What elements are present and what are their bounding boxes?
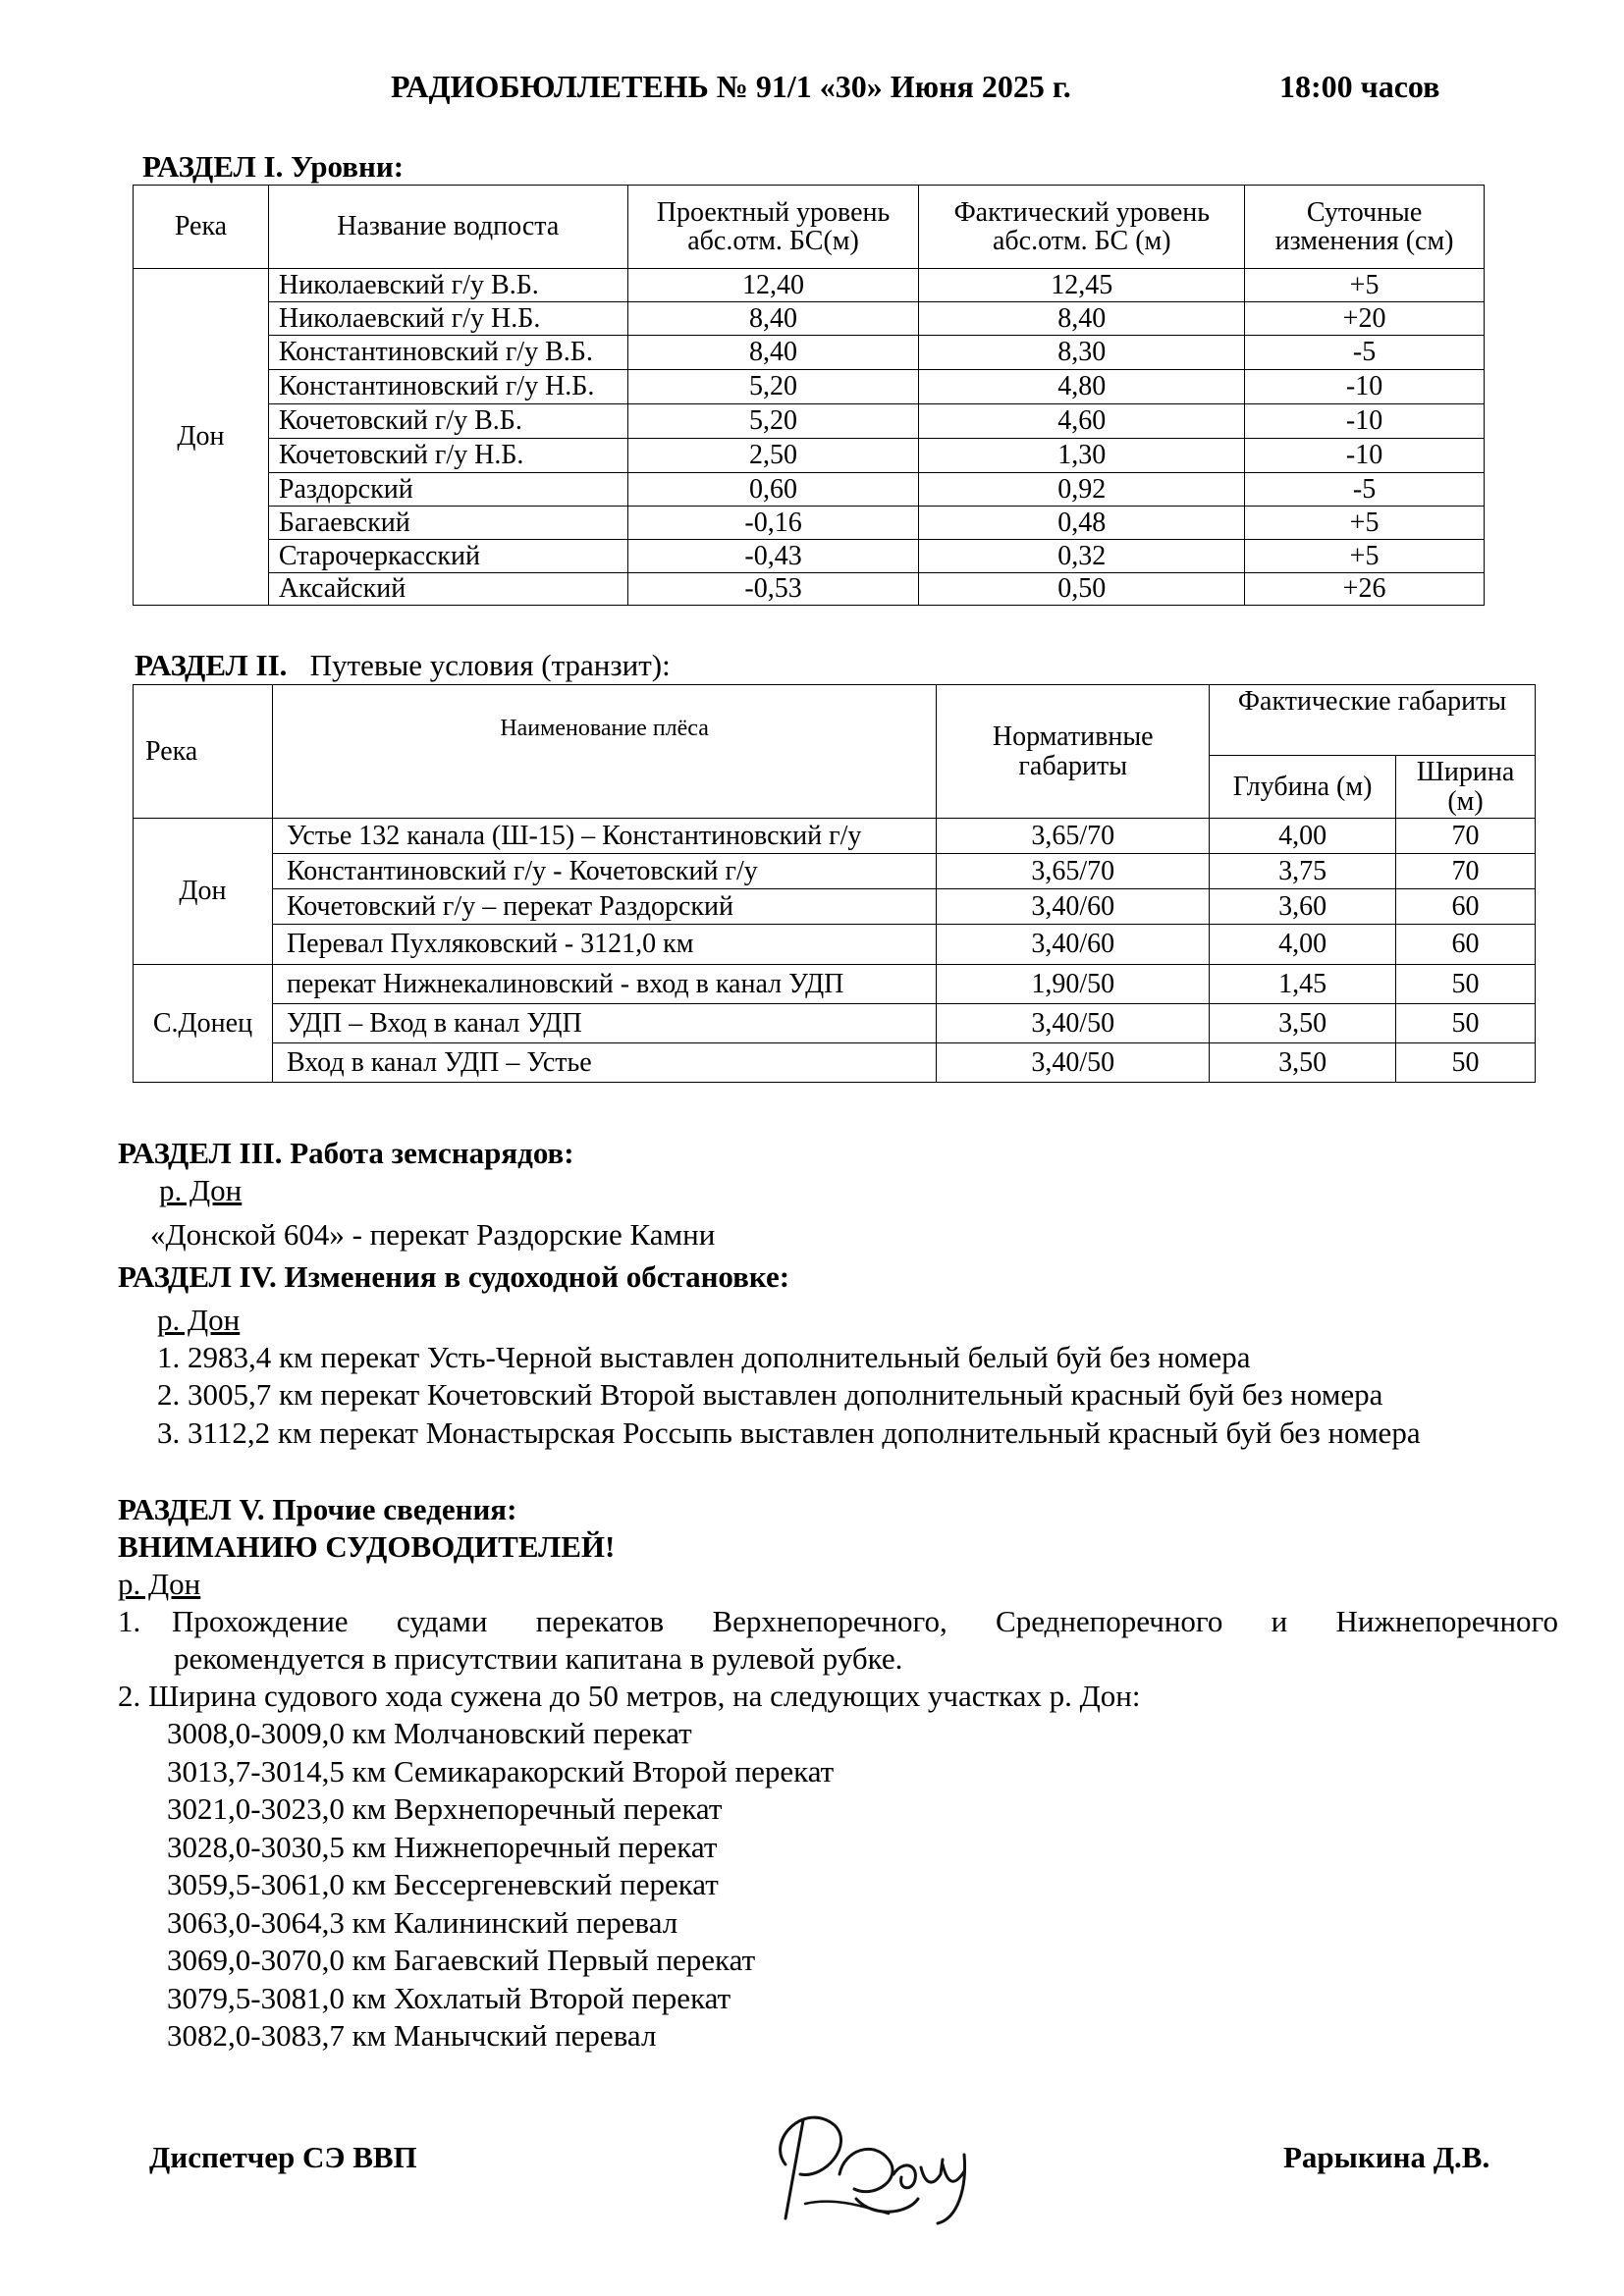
route-row [134,854,1536,889]
route-row [134,889,1536,925]
depth-cell: 3,50 [1210,1004,1396,1043]
col2-river: Река [134,685,273,819]
post-name-cell: Старочеркасский [268,540,627,573]
narrowed-stretch-item: 3079,5-3081,0 км Хохлатый Второй перекат [167,1980,731,2015]
item1-word: Прохождение [172,1604,349,1638]
attention-heading: ВНИМАНИЮ СУДОВОДИТЕЛЕЙ! [118,1529,616,1564]
col-actual-level: Фактический уровень абс.отм. БС (м) [919,186,1245,269]
daily-change-cell: +5 [1245,269,1485,302]
daily-change-cell: +5 [1245,507,1485,540]
section4-item-2: 2. 3005,7 км перекат Кочетовский Второй выставлен дополнительный красный буй без номера [157,1377,1383,1412]
post-name-cell: Кочетовский г/у В.Б. [268,404,627,439]
route-row [134,1043,1536,1083]
item1-word: Верхнепоречного, [712,1604,947,1638]
normative-cell: 3,40/60 [937,889,1210,925]
post-name-cell: Константиновский г/у Н.Б. [268,370,627,404]
normative-cell: 3,40/50 [937,1004,1210,1043]
section2-title-text: Путевые условия (транзит): [309,648,671,682]
narrowed-stretch-item: 3013,7-3014,5 км Семикаракорский Второй перекат [167,1753,835,1789]
levels-row [134,540,1485,573]
section4-item-3: 3. 3112,2 км перекат Монастырская Россыпь выставлен дополнительный красный буй без номера [157,1415,1421,1450]
post-name-cell: Николаевский г/у В.Б. [268,269,627,302]
col2-width: Ширина (м) [1396,756,1536,819]
actual-level-cell: 12,45 [919,269,1245,302]
section4-river: р. Дон [157,1303,241,1337]
depth-cell: 3,50 [1210,1043,1396,1083]
daily-change-cell: -5 [1245,473,1485,507]
item1-word: Среднепоречного [996,1604,1223,1638]
post-name-cell: Багаевский [268,507,627,540]
actual-level-cell: 4,60 [919,404,1245,439]
levels-row [134,336,1485,370]
stretch-cell: Константиновский г/у - Кочетовский г/у [272,854,936,889]
section5-item1-line2: рекомендуется в присутствии капитана в рулевой рубке. [174,1641,903,1676]
levels-row [134,573,1485,606]
normative-cell: 3,40/50 [937,1043,1210,1083]
route-row [134,925,1536,965]
project-level-cell: -0,43 [627,540,919,573]
project-level-cell: 5,20 [627,370,919,404]
normative-cell: 3,40/60 [937,925,1210,965]
project-level-cell: 0,60 [627,473,919,507]
col2-normative: Нормативные габариты [937,685,1210,819]
section2-title-number: РАЗДЕЛ II. [135,648,288,682]
section4-title: РАЗДЕЛ IV. Изменения в судоходной обстановке: [118,1259,790,1294]
depth-cell: 1,45 [1210,965,1396,1004]
project-level-cell: 8,40 [627,336,919,370]
narrowed-stretch-item: 3028,0-3030,5 км Нижнепоречный перекат [167,1829,718,1864]
item1-word: перекатов [535,1604,665,1638]
project-level-cell: 5,20 [627,404,919,439]
dispatcher-label: Диспетчер СЭ ВВП [149,2140,417,2174]
section3-dredger: «Донской 604» - перекат Раздорские Камни [150,1217,716,1252]
post-name-cell: Аксайский [268,573,627,606]
item1-word: судами [396,1604,488,1638]
route-row [134,965,1536,1004]
normative-cell: 3,65/70 [937,819,1210,854]
daily-change-cell: +26 [1245,573,1485,606]
levels-row [134,507,1485,540]
actual-level-cell: 4,80 [919,370,1245,404]
river-cell: Дон [134,269,269,606]
actual-level-cell: 0,50 [919,573,1245,606]
levels-row [134,473,1485,507]
project-level-cell: -0,16 [627,507,919,540]
signature [746,2081,1001,2228]
daily-change-cell: -5 [1245,336,1485,370]
stretch-cell: Устье 132 канала (Ш-15) – Константиновский г/у [272,819,936,854]
post-name-cell: Николаевский г/у Н.Б. [268,302,627,336]
post-name-cell: Константиновский г/у В.Б. [268,336,627,370]
col2-actual: Фактические габариты [1210,685,1536,756]
section5-item1-number: 1. [118,1604,141,1638]
actual-level-cell: 0,32 [919,540,1245,573]
width-cell: 60 [1396,889,1536,925]
width-cell: 70 [1396,819,1536,854]
project-level-cell: 12,40 [627,269,919,302]
section3-river: р. Дон [159,1173,243,1207]
depth-cell: 4,00 [1210,925,1396,965]
section3-title: РАЗДЕЛ III. Работа земснарядов: [118,1136,574,1170]
stretch-cell: УДП – Вход в канал УДП [272,1004,936,1043]
project-level-cell: 8,40 [627,302,919,336]
depth-cell: 3,75 [1210,854,1396,889]
section2-title [135,648,671,683]
section5-item1-line1 [172,1604,1558,1639]
bulletin-header [0,69,1624,116]
width-cell: 50 [1396,1043,1536,1083]
col-daily-change: Суточные изменения (см) [1245,186,1485,269]
stretch-cell: Вход в канал УДП – Устье [272,1043,936,1083]
daily-change-cell: -10 [1245,370,1485,404]
levels-row [134,439,1485,473]
col-post-name: Название водпоста [268,186,627,269]
depth-cell: 3,60 [1210,889,1396,925]
col-project-level: Проектный уровень абс.отм. БС(м) [627,186,919,269]
levels-row [134,302,1485,336]
actual-level-cell: 8,30 [919,336,1245,370]
item1-word: и [1271,1604,1288,1638]
narrowed-stretch-item: 3021,0-3023,0 км Верхнепоречный перекат [167,1791,723,1826]
route-row [134,1004,1536,1043]
section5-title: РАЗДЕЛ V. Прочие сведения: [118,1492,517,1526]
width-cell: 50 [1396,1004,1536,1043]
depth-cell: 4,00 [1210,819,1396,854]
bulletin-time: 18:00 часов [1279,69,1440,104]
post-name-cell: Кочетовский г/у Н.Б. [268,439,627,473]
stretch-cell: перекат Нижнекалиновский - вход в канал УДП [272,965,936,1004]
section5-item2: 2. Ширина судового хода сужена до 50 метров, на следующих участках р. Дон: [118,1679,1141,1713]
actual-level-cell: 0,92 [919,473,1245,507]
dispatcher-name: Рарыкина Д.В. [1283,2140,1490,2174]
route-row [134,819,1536,854]
daily-change-cell: -10 [1245,439,1485,473]
narrowed-stretches-list [167,1716,834,2056]
project-level-cell: 2,50 [627,439,919,473]
actual-level-cell: 8,40 [919,302,1245,336]
col2-depth: Глубина (м) [1210,756,1396,819]
daily-change-cell: +20 [1245,302,1485,336]
stretch-cell: Перевал Пухляковский - 3121,0 км [272,925,936,965]
bulletin-title: РАДИОБЮЛЛЕТЕНЬ № 91/1 «30» Июня 2025 г. [391,69,1071,104]
narrowed-stretch-item: 3063,0-3064,3 км Калининский перевал [167,1904,678,1940]
section4-item-1: 1. 2983,4 км перекат Усть-Черной выставлен дополнительный белый буй без номера [157,1340,1251,1374]
normative-cell: 3,65/70 [937,854,1210,889]
narrowed-stretch-item: 3069,0-3070,0 км Багаевский Первый перекат [167,1943,756,1977]
route-conditions-table [133,684,1536,1083]
daily-change-cell: +5 [1245,540,1485,573]
project-level-cell: -0,53 [627,573,919,606]
col2-stretch: Наименование плёса [272,685,936,819]
levels-row [134,404,1485,439]
actual-level-cell: 0,48 [919,507,1245,540]
narrowed-stretch-item: 3008,0-3009,0 км Молчановский перекат [167,1716,692,1750]
stretch-cell: Кочетовский г/у – перекат Раздорский [272,889,936,925]
levels-row [134,269,1485,302]
width-cell: 50 [1396,965,1536,1004]
post-name-cell: Раздорский [268,473,627,507]
route-river-cell: С.Донец [134,965,273,1083]
narrowed-stretch-item: 3059,5-3061,0 км Бессергеневский перекат [167,1867,719,1901]
width-cell: 70 [1396,854,1536,889]
levels-header-row [134,186,1485,269]
section5-river: р. Дон [118,1567,201,1601]
width-cell: 60 [1396,925,1536,965]
levels-row [134,370,1485,404]
levels-table [133,185,1485,606]
route-river-cell: Дон [134,819,273,965]
daily-change-cell: -10 [1245,404,1485,439]
col-river: Река [134,186,269,269]
narrowed-stretch-item: 3082,0-3083,7 км Манычский перевал [167,2018,657,2053]
normative-cell: 1,90/50 [937,965,1210,1004]
section1-title: РАЗДЕЛ I. Уровни: [142,149,405,184]
actual-level-cell: 1,30 [919,439,1245,473]
item1-word: Нижнепоречного [1335,1604,1558,1638]
